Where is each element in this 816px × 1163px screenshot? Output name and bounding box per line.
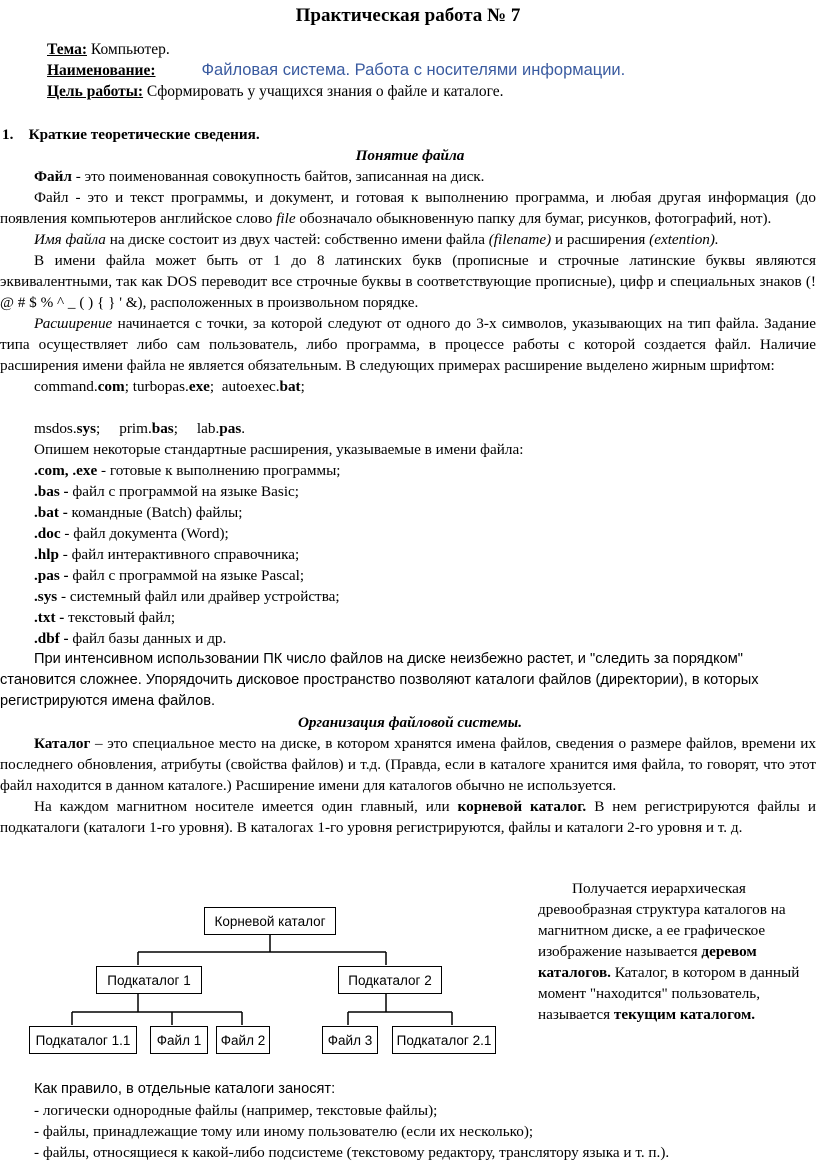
usage-item: - файлы, принадлежащие тому или иному пользователю (если их несколько);: [34, 1123, 534, 1140]
extension-desc: - системный файл или драйвер устройства;: [57, 588, 340, 605]
paragraph-directories: При интенсивном использовании ПК число файлов на диске неизбежно растет, и "следить за порядком" становится сложнее. Упорядочить дисковое пространство позволяют каталоги файлов (директории), в которых регистрируются имена файлов.: [0, 651, 759, 709]
term-catalog: Каталог: [34, 735, 91, 752]
directory-tree-diagram: [22, 900, 522, 1065]
extension-code: .com, .exe: [34, 462, 98, 479]
paragraph-text: на диске состоит из двух частей: собственно имени файла: [105, 231, 489, 248]
example-item: [133, 378, 222, 395]
examples-line-1: [0, 376, 816, 397]
example-name: prim.: [119, 420, 152, 437]
theme-row: [47, 39, 787, 60]
paragraph-text: Получается иерархическая древообразная структура каталогов на магнитном диске, а ее графическое изображение называется: [538, 880, 786, 960]
tree-node-sub11: Подкаталог 1.1: [29, 1026, 137, 1054]
example-ext: bas: [151, 420, 174, 437]
goal-row: [47, 81, 787, 102]
example-ext: com: [97, 378, 125, 395]
extension-desc: - файл интерактивного справочника;: [58, 546, 300, 563]
extension-desc: файл с программой на языке Pascal;: [68, 567, 305, 584]
extension-code: .doc: [34, 525, 61, 542]
paragraph-text: Файл - это и текст программы, и документ, и готовая к выполнению программа, и любая другая информация (до появления компьютеров английское слово: [0, 189, 816, 227]
extension-desc: - файл документа (Word);: [60, 525, 229, 542]
paragraph-extension: [0, 313, 816, 376]
paragraph-file-desc: [0, 187, 816, 229]
term-catalog-tree: деревом каталогов.: [538, 943, 757, 981]
extension-code: .bat -: [34, 504, 68, 521]
term-root-catalog: корневой каталог.: [457, 798, 587, 815]
extension-desc: текстовый файл;: [64, 609, 176, 626]
example-item: [34, 378, 133, 395]
paragraph-text: На каждом магнитном носителе имеется один главный, или: [34, 798, 458, 815]
tree-node-sub2: Подкаталог 2: [338, 966, 442, 994]
extension-code: .bas -: [34, 483, 69, 500]
tree-node-sub1: Подкаталог 1: [96, 966, 202, 994]
example-sep: ;: [124, 378, 133, 395]
extension-item: [0, 523, 816, 544]
tree-node-root: Корневой каталог: [204, 907, 336, 935]
extension-desc: файл с программой на языке Basic;: [68, 483, 300, 500]
example-ext: sys: [76, 420, 97, 437]
theme-label: Тема:: [47, 41, 87, 58]
extension-item: [0, 481, 816, 502]
name-row: [47, 60, 787, 81]
example-name: autoexec.: [221, 378, 280, 395]
example-ext: pas: [219, 420, 242, 437]
paragraph-name-rules: В имени файла может быть от 1 до 8 латинских букв (прописные и строчные латинские буквы являются эквивалентными, так как DOS переводит все строчные буквы в соответствующие прописные), цифр и специальных знаков (! @ # $ % ^ _ ( ) { } ' &), расположенных в произвольном порядке.: [0, 252, 816, 311]
extension-item: [0, 607, 816, 628]
catalog-usage-list: [0, 1079, 816, 1163]
extension-item: [0, 460, 816, 481]
examples-line-2: [0, 397, 816, 439]
example-ext: exe: [188, 378, 210, 395]
extension-item: [0, 628, 816, 649]
example-sep: ;: [209, 378, 222, 395]
extension-code: .txt -: [34, 609, 65, 626]
paragraph-text: – это специальное место на диске, в котором хранятся имена файлов, сведения о размере файлов, времени их последнего обновления, атрибуты (свойства файлов) и т.д. (Правда, если в каталоге хранится имя файла, то говорят, что этот файл находится в данном каталоге.) Расширение имени для каталогов обычно не используется.: [0, 735, 816, 794]
usage-items: [0, 1100, 816, 1163]
extension-item: [0, 544, 816, 565]
extension-desc: командные (Batch) файлы;: [67, 504, 243, 521]
paragraph-text: В нем регистрируются файлы и подкаталоги (каталоги 1-го уровня). В каталогах 1-го уровня регистрируются, файлы и каталоги 2-го уровня и т. д.: [0, 798, 816, 836]
paragraph-file-def: [0, 166, 816, 187]
subheading-file-concept: Понятие файла: [355, 147, 465, 164]
usage-item: - логически однородные файлы (например, текстовые файлы);: [34, 1102, 438, 1119]
term-file: Файл: [34, 168, 72, 185]
extension-code: .pas -: [34, 567, 69, 584]
extension-item: [0, 502, 816, 523]
extension-desc: - готовые к выполнению программы;: [97, 462, 341, 479]
term-filename-en: (filename): [488, 231, 552, 248]
term-filename: Имя файла: [34, 231, 106, 248]
example-name: command.: [34, 378, 98, 395]
goal-label: Цель работы:: [47, 83, 144, 100]
tree-node-file2: Файл 2: [216, 1026, 270, 1054]
extension-code: .hlp: [34, 546, 59, 563]
extension-item: [0, 586, 816, 607]
example-sep: ;: [173, 420, 197, 437]
paragraph-text: и расширения: [551, 231, 650, 248]
tree-node-file1: Файл 1: [150, 1026, 208, 1054]
example-name: turbopas.: [132, 378, 189, 395]
tree-explanation: [538, 878, 800, 1025]
paragraph-text: обозначало обыкновенную папку для бумаг, рисунков, фотографий, нот).: [295, 210, 772, 227]
paragraph-text: начинается с точки, за которой следуют от одного до 3-х символов, указывающих на тип файла. Задание типа осуществляет либо сам пользователь, либо программа, в процессе работы с которой создается файл. Наличие расширения имени файла не является обязательным. В следующих примерах расширение выделено жирным шрифтом:: [0, 315, 816, 374]
section-heading: 1. Краткие теоретические сведения.: [2, 126, 260, 143]
main-text: [0, 122, 816, 838]
tree-node-sub21: Подкаталог 2.1: [392, 1026, 496, 1054]
example-ext: bat: [279, 378, 301, 395]
extension-code: .dbf -: [34, 630, 69, 647]
example-name: msdos.: [34, 420, 77, 437]
extension-item: [0, 565, 816, 586]
extension-code: .sys: [34, 588, 58, 605]
term-current-catalog: текущим каталогом.: [613, 1006, 756, 1023]
term-file-en: file: [276, 210, 296, 227]
example-sep: .: [241, 420, 246, 437]
paragraph-catalog: [0, 733, 816, 796]
term-extension-en: (extention).: [649, 231, 719, 248]
header-meta: [47, 39, 787, 102]
name-value: Файловая система. Работа с носителями информации.: [201, 61, 626, 79]
example-item: [222, 378, 305, 395]
page-title: Практическая работа № 7: [295, 5, 521, 26]
example-name: lab.: [196, 420, 220, 437]
example-sep: ;: [96, 420, 120, 437]
extensions-intro: Опишем некоторые стандартные расширения, указываемые в имени файла:: [34, 441, 524, 458]
term-extension: Расширение: [34, 315, 113, 332]
paragraph-root: [0, 796, 816, 838]
theme-value: Компьютер.: [90, 41, 170, 58]
usage-item: - файлы, относящиеся к какой-либо подсистеме (текстовому редактору, транслятору языка и т. п.).: [34, 1144, 670, 1161]
extensions-list: [0, 460, 816, 649]
name-label: Наименование:: [47, 62, 156, 79]
subheading-fs-organization: Организация файловой системы.: [297, 714, 523, 731]
tree-node-file3: Файл 3: [322, 1026, 378, 1054]
usage-intro: Как правило, в отдельные каталоги заносят:: [34, 1081, 336, 1097]
paragraph-text: Каталог, в котором в данный момент "находится" пользователь, называется: [538, 964, 800, 1023]
extension-desc: файл базы данных и др.: [68, 630, 227, 647]
paragraph-text: - это поименованная совокупность байтов, записанная на диск.: [71, 168, 485, 185]
paragraph-filename: [0, 229, 816, 250]
goal-value: Сформировать у учащихся знания о файле и каталоге.: [146, 83, 504, 100]
example-sep: ;: [300, 378, 305, 395]
explanation-text: [538, 878, 800, 1025]
